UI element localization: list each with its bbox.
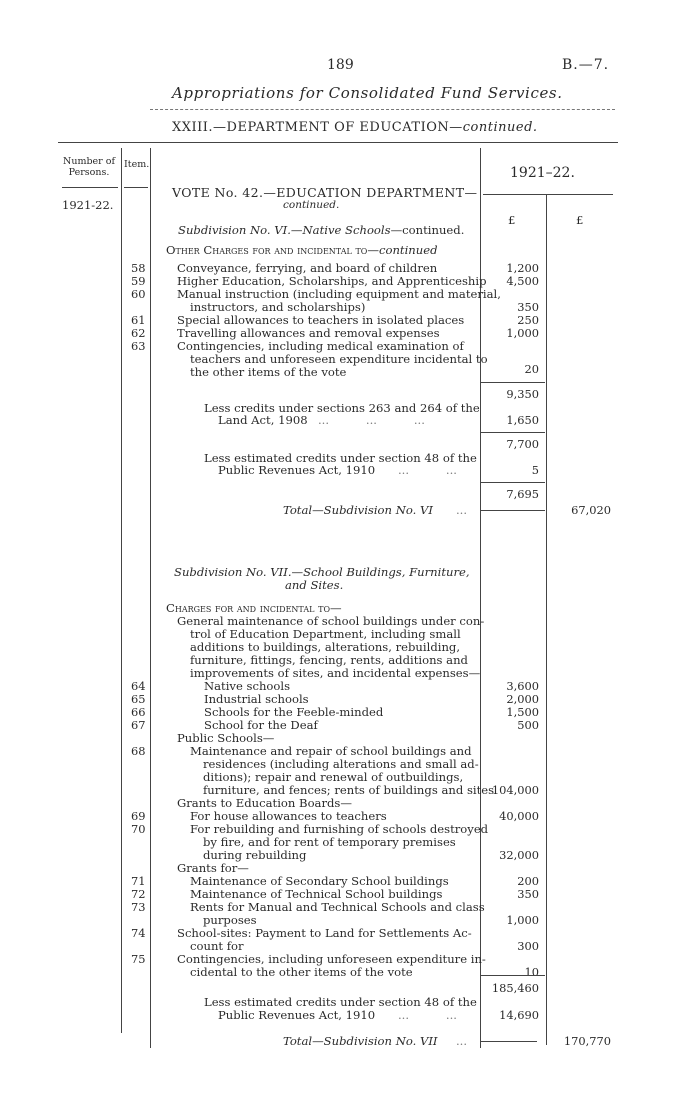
sub6-heading: Subdivision No. VI.—Native Schools—continued. xyxy=(178,223,465,237)
pound-sign-total: £ xyxy=(576,213,584,227)
item-description-line: count for xyxy=(190,939,244,953)
leader-dots: ... xyxy=(456,1034,468,1048)
sub6-less2-amount: 5 xyxy=(531,463,539,477)
item-number: 75 xyxy=(131,952,146,966)
item-number: 73 xyxy=(131,900,146,914)
item-number: 60 xyxy=(131,287,146,301)
item-amount: 350 xyxy=(517,887,539,901)
sub6-less1-line2: Land Act, 1908 xyxy=(218,413,308,427)
item-description-line: residences (including alterations and small ad- xyxy=(203,757,479,771)
sub6-subtotal2-rule xyxy=(481,432,545,433)
sub7-intro-line3: additions to buildings, alterations, rebuilding, xyxy=(190,640,461,654)
item-description-line: Higher Education, Scholarships, and Apprenticeship xyxy=(177,274,487,288)
sub6-less1-line1: Less credits under sections 263 and 264 of the xyxy=(204,401,480,415)
sub7-charges-heading: Charges for and incidental to— xyxy=(166,601,342,615)
item-number: 67 xyxy=(131,718,146,732)
item-amount: 40,000 xyxy=(499,809,539,823)
item-amount: 32,000 xyxy=(499,848,539,862)
item-description-line: by fire, and for rent of temporary premises xyxy=(203,835,456,849)
item-amount: 104,000 xyxy=(491,783,539,797)
rule-persons-item xyxy=(121,148,122,1033)
item-description-line: the other items of the vote xyxy=(190,365,347,379)
item-number: 59 xyxy=(131,274,146,288)
sub6-net-rule xyxy=(481,482,545,483)
item-description-line: Special allowances to teachers in isolated places xyxy=(177,313,465,327)
item-amount: 20 xyxy=(524,362,539,376)
vote-title: VOTE No. 42.—EDUCATION DEPARTMENT— xyxy=(172,185,478,200)
leader-dots: ... xyxy=(456,503,468,517)
item-amount: 10 xyxy=(524,965,539,979)
item-number: 71 xyxy=(131,874,146,888)
item-amount: 200 xyxy=(517,874,539,888)
item-description-line: Rents for Manual and Technical Schools and class xyxy=(190,900,485,914)
item-amount: 3,600 xyxy=(506,679,539,693)
sub7-total-label: Total—Subdivision No. VII xyxy=(283,1034,438,1048)
item-description-line: For house allowances to teachers xyxy=(190,809,387,823)
item-description-line: instructors, and scholarships) xyxy=(190,300,366,314)
item-number: 62 xyxy=(131,326,146,340)
sub7-less-amount: 14,690 xyxy=(499,1008,539,1022)
item-amount: 300 xyxy=(517,939,539,953)
item-description-line: Manual instruction (including equipment and material, xyxy=(177,287,501,301)
sub7-intro-line5: improvements of sites, and incidental expenses— xyxy=(190,666,481,680)
sub7-intro-line4: furniture, fittings, fencing, rents, additions and xyxy=(190,653,468,667)
item-description-line: Maintenance and repair of school buildings and xyxy=(190,744,472,758)
item-description-line: Maintenance of Secondary School buildings xyxy=(190,874,449,888)
item-amount: 500 xyxy=(517,718,539,732)
page-number: 189 xyxy=(327,57,354,73)
item-description-line: teachers and unforeseen expenditure incidental to xyxy=(190,352,488,366)
sub7-intro-line1: General maintenance of school buildings under con- xyxy=(177,614,485,628)
sub6-subtotal-1: 9,350 xyxy=(506,387,539,401)
sub6-charges-heading: Other Charges for and incidental to—continued xyxy=(166,243,438,257)
item-number: 66 xyxy=(131,705,146,719)
column-header-number-of-persons: Number of Persons. xyxy=(63,156,115,178)
sub6-total-rule xyxy=(481,510,545,511)
rule-item-description xyxy=(150,148,151,1048)
sub7-less-line1: Less estimated credits under section 48 of the xyxy=(204,995,477,1009)
column-header-year-right: 1921–22. xyxy=(510,165,575,181)
item-description-line: School for the Deaf xyxy=(204,718,318,732)
item-description-line: furniture, and fences; rents of buildings and sites xyxy=(203,783,495,797)
item-number: 64 xyxy=(131,679,146,693)
item-description-line: during rebuilding xyxy=(203,848,307,862)
public-schools-heading: Public Schools— xyxy=(177,731,275,745)
item-amount: 1,200 xyxy=(506,261,539,275)
item-description-line: Maintenance of Technical School buildings xyxy=(190,887,443,901)
item-description-line: For rebuilding and furnishing of schools destroyed xyxy=(190,822,489,836)
leader-dots: ... ... ... xyxy=(318,413,425,427)
item-description-line: cidental to the other items of the vote xyxy=(190,965,413,979)
sub7-intro-line2: trol of Education Department, including small xyxy=(190,627,461,641)
department-heading: XXIII.—DEPARTMENT OF EDUCATION—continued. xyxy=(172,120,538,135)
item-amount: 250 xyxy=(517,313,539,327)
item-number: 72 xyxy=(131,887,146,901)
sub7-subtotal-rule xyxy=(481,975,545,976)
pound-sign-amount: £ xyxy=(508,213,516,227)
item-number: 58 xyxy=(131,261,146,275)
sub6-total-amount: 67,020 xyxy=(571,503,611,517)
leader-dots: ... ... xyxy=(398,463,457,477)
sub7-total-amount: 170,770 xyxy=(563,1034,611,1048)
sub6-less1-amount: 1,650 xyxy=(506,413,539,427)
title-rule xyxy=(150,109,615,110)
item-number: 70 xyxy=(131,822,146,836)
sub7-total-rule xyxy=(481,1041,537,1042)
item-description-line: Contingencies, including medical examination of xyxy=(177,339,464,353)
sub7-heading-line1: Subdivision No. VII.—School Buildings, Furniture, xyxy=(174,565,470,579)
document-reference: B.—7. xyxy=(562,57,610,73)
sub6-subtotal-rule xyxy=(481,382,545,383)
item-amount: 4,500 xyxy=(506,274,539,288)
item-amount: 350 xyxy=(517,300,539,314)
column-header-item: Item. xyxy=(124,159,150,170)
page-title: Appropriations for Consolidated Fund Services. xyxy=(172,84,563,102)
item-header-rule xyxy=(124,187,148,188)
year-header-rule xyxy=(483,194,613,195)
leader-dots: ... ... xyxy=(398,1008,457,1022)
item-description-line: ditions); repair and renewal of outbuildings, xyxy=(203,770,464,784)
item-description-line: purposes xyxy=(203,913,257,927)
item-amount: 1,000 xyxy=(506,913,539,927)
item-amount: 2,000 xyxy=(506,692,539,706)
grants-boards-heading: Grants to Education Boards— xyxy=(177,796,352,810)
item-description-line: Schools for the Feeble-minded xyxy=(204,705,384,719)
item-number: 74 xyxy=(131,926,146,940)
item-amount: 1,000 xyxy=(506,326,539,340)
sub6-less2-line1: Less estimated credits under section 48 of the xyxy=(204,451,477,465)
item-description-line: Native schools xyxy=(204,679,291,693)
item-number: 65 xyxy=(131,692,146,706)
sub6-less2-line2: Public Revenues Act, 1910 xyxy=(218,463,376,477)
item-amount: 1,500 xyxy=(506,705,539,719)
sub6-total-label: Total—Subdivision No. VI xyxy=(283,503,433,517)
item-number: 68 xyxy=(131,744,146,758)
sub7-less-line2: Public Revenues Act, 1910 xyxy=(218,1008,376,1022)
item-description-line: Conveyance, ferrying, and board of children xyxy=(177,261,438,275)
item-description-line: School-sites: Payment to Land for Settlements Ac- xyxy=(177,926,472,940)
sub7-heading-line2: and Sites. xyxy=(285,578,344,592)
item-number: 69 xyxy=(131,809,146,823)
persons-header-rule xyxy=(62,187,118,188)
item-description-line: Travelling allowances and removal expenses xyxy=(177,326,440,340)
sub6-net-amount: 7,695 xyxy=(506,487,539,501)
item-number: 61 xyxy=(131,313,146,327)
grants-for-heading: Grants for— xyxy=(177,861,249,875)
item-description-line: Industrial schools xyxy=(204,692,309,706)
rule-amount-total xyxy=(546,195,547,1045)
vote-continued: continued. xyxy=(283,199,340,211)
item-number: 63 xyxy=(131,339,146,353)
column-header-year-left: 1921-22. xyxy=(62,198,114,212)
sub7-subtotal: 185,460 xyxy=(491,981,539,995)
table-top-rule xyxy=(58,142,618,143)
item-description-line: Contingencies, including unforeseen expenditure in- xyxy=(177,952,486,966)
sub6-subtotal-2: 7,700 xyxy=(506,437,539,451)
